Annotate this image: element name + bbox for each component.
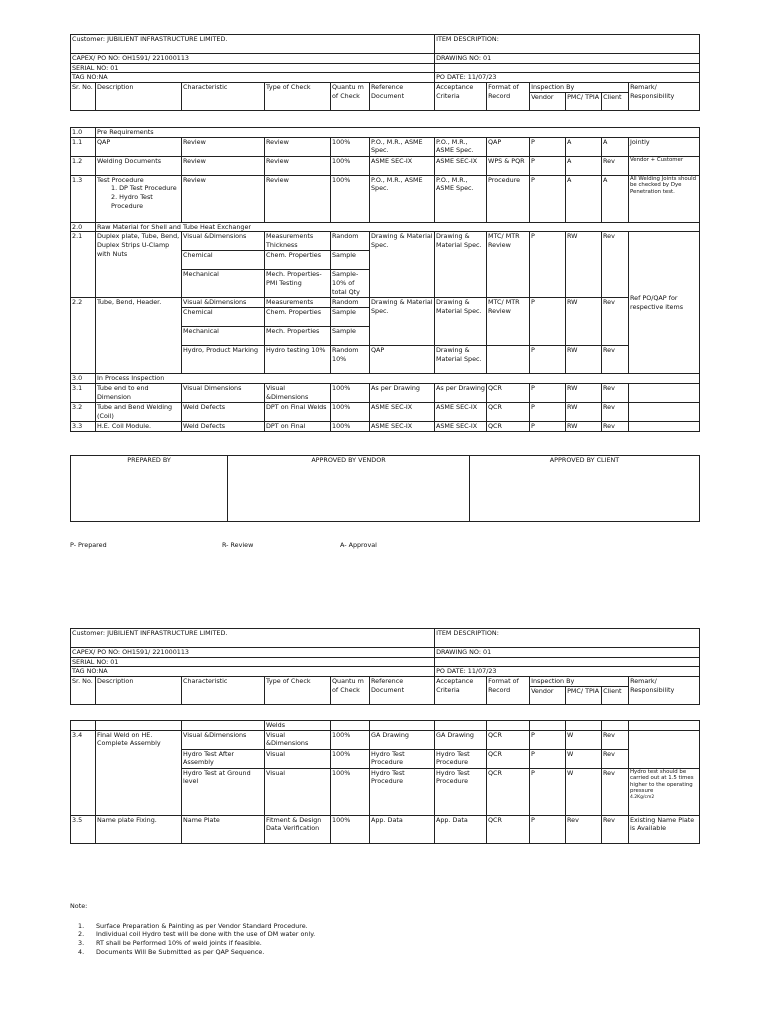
row-remark	[629, 383, 700, 402]
row-client: Rev	[602, 232, 629, 298]
table-row	[71, 128, 700, 138]
row-pmc: RW	[566, 402, 602, 421]
row-type: Fitment & Design Data Verification	[265, 815, 331, 843]
col-description: Description	[96, 676, 182, 704]
header-blank-cell	[435, 657, 700, 667]
row-sr: 1.2	[71, 156, 96, 175]
row-pmc: A	[566, 156, 602, 175]
row-description: Welding Documents	[96, 156, 182, 175]
capex-po-label: CAPEX/ PO NO: OH1591/ 221000113	[71, 54, 435, 64]
row-acceptance	[435, 721, 487, 731]
row-acceptance: ASME SEC-IX	[435, 402, 487, 421]
row-remark	[629, 402, 700, 421]
row-pmc: RW	[566, 346, 602, 374]
col-reference: Reference Document	[370, 676, 435, 704]
row-description: H.E. Coil Module.	[96, 421, 182, 431]
row-characteristic: Weld Defects	[182, 421, 265, 431]
row-type: Review	[265, 156, 331, 175]
row-characteristic: Weld Defects	[182, 402, 265, 421]
row-quantum: 100%	[331, 156, 370, 175]
col-characteristic: Characteristic	[182, 82, 265, 110]
row-reference: GA Drawing	[370, 730, 435, 749]
row-reference: P.O., M.R., ASME Spec.	[370, 175, 435, 222]
row-vendor: P	[530, 156, 566, 175]
row-acceptance: Drawing & Material Spec.	[435, 298, 487, 346]
row-vendor	[530, 721, 566, 731]
tag-no-label: TAG NO:NA	[71, 667, 435, 677]
row-sr: 2.0	[71, 222, 96, 232]
row-characteristic: Visual &Dimensions	[182, 730, 265, 749]
row-quantum: Sample	[331, 251, 370, 270]
row-description: Tube, Bend, Header.	[96, 298, 182, 374]
serial-no-label: SERIAL NO: 01	[71, 63, 435, 73]
row-type: Chem. Properties	[265, 251, 331, 270]
table-row	[71, 175, 700, 222]
note-number: 4.	[78, 947, 85, 956]
note-number: 3.	[78, 938, 85, 947]
note-text: Surface Preparation & Painting as per Vendor Standard Procedure.	[96, 921, 308, 930]
row-sr: 1.1	[71, 137, 96, 156]
row-format: QCR	[487, 730, 530, 749]
row-vendor: P	[530, 421, 566, 431]
row-vendor: P	[530, 346, 566, 374]
drawing-no-label: DRAWING NO: 01	[435, 648, 700, 658]
row-vendor: P	[530, 749, 566, 768]
row-quantum: Sample	[331, 327, 370, 346]
row-type: Measurements Thickness	[265, 232, 331, 251]
row-pmc: W	[566, 749, 602, 768]
row-type: Review	[265, 175, 331, 222]
row-type: Visual	[265, 749, 331, 768]
row-quantum: Random	[331, 232, 370, 251]
row-remark	[629, 730, 700, 768]
row-sr: 3.5	[71, 815, 96, 843]
po-date-label: PO DATE: 11/07/23	[435, 73, 700, 83]
row-vendor: P	[530, 815, 566, 843]
row-type: DPT on Final Welds	[265, 402, 331, 421]
row-type: Visual	[265, 768, 331, 815]
list-item	[70, 939, 670, 948]
header-blank-cell	[435, 63, 700, 73]
row-client: Rev	[602, 298, 629, 346]
row-reference: Drawing & Material Spec.	[370, 232, 435, 298]
section-title: Pre Requirements	[96, 128, 700, 138]
col-sr: Sr. No.	[71, 676, 96, 704]
approved-by-vendor-box: APPROVED BY VENDOR	[228, 456, 470, 522]
row-pmc: W	[566, 730, 602, 749]
row-sr: 2.1	[71, 232, 96, 298]
row-client: Rev	[602, 156, 629, 175]
row-pmc: A	[566, 137, 602, 156]
row-acceptance: Hydro Test Procedure	[435, 749, 487, 768]
table-row	[71, 402, 700, 421]
row-description: QAP	[96, 137, 182, 156]
row-remark	[629, 721, 700, 731]
row-type: Measurements	[265, 298, 331, 308]
row-quantum: 100%	[331, 768, 370, 815]
row-type: Visual &Dimensions	[265, 730, 331, 749]
col-vendor: Vendor	[530, 92, 566, 110]
list-item	[70, 930, 670, 939]
note-text: RT shall be Performed 10% of weld joints if feasible.	[96, 938, 262, 947]
page1-header-table	[70, 34, 700, 111]
col-acceptance: Acceptance Criteria	[435, 82, 487, 110]
col-reference: Reference Document	[370, 82, 435, 110]
table-row	[71, 721, 700, 731]
row-format: MTC/ MTR Review	[487, 298, 530, 346]
row-reference: ASME SEC-IX	[370, 402, 435, 421]
col-remark: Remark/ Responsibility	[629, 676, 700, 704]
table-row	[71, 156, 700, 175]
row-sr: 2.2	[71, 298, 96, 374]
row-characteristic: Mechanical	[182, 327, 265, 346]
row-format: QCR	[487, 421, 530, 431]
row-vendor: P	[530, 175, 566, 222]
note-number: 1.	[78, 921, 85, 930]
row-type: Review	[265, 137, 331, 156]
row-vendor: P	[530, 402, 566, 421]
row-characteristic: Visual Dimensions	[182, 383, 265, 402]
col-client: Client	[602, 92, 629, 110]
row-format	[487, 721, 530, 731]
row-characteristic: Hydro, Product Marking	[182, 346, 265, 374]
row-quantum: 100%	[331, 175, 370, 222]
capex-po-label: CAPEX/ PO NO: OH1591/ 221000113	[71, 648, 435, 658]
row-acceptance: As per Drawing	[435, 383, 487, 402]
row-client: Rev	[602, 815, 629, 843]
tag-no-label: TAG NO:NA	[71, 73, 435, 83]
row-characteristic: Chemical	[182, 251, 265, 270]
drawing-no-label: DRAWING NO: 01	[435, 54, 700, 64]
row-type: DPT on Final	[265, 421, 331, 431]
table-row	[71, 232, 700, 251]
row-quantum	[331, 721, 370, 731]
col-quantum: Quantu m of Check	[331, 676, 370, 704]
row-reference: QAP	[370, 346, 435, 374]
procedure-item: 1. DP Test Procedure	[111, 184, 177, 193]
row-sr: 3.4	[71, 730, 96, 815]
row-quantum: 100%	[331, 137, 370, 156]
row-pmc: RW	[566, 232, 602, 298]
row-remark	[629, 421, 700, 431]
col-pmc: PMC/ TPIA	[566, 92, 602, 110]
row-quantum: 100%	[331, 402, 370, 421]
hydro-remark: Hydro test should be carried out at 1.5 times higher to the operating pressure	[630, 768, 694, 795]
row-type: Chem. Properties	[265, 308, 331, 327]
row-pmc: A	[566, 175, 602, 222]
table-row	[71, 137, 700, 156]
row-acceptance: GA Drawing	[435, 730, 487, 749]
row-client: Rev	[602, 730, 629, 749]
row-reference: As per Drawing	[370, 383, 435, 402]
table-row	[71, 383, 700, 402]
row-characteristic: Review	[182, 156, 265, 175]
table-row	[71, 222, 700, 232]
row-acceptance: Drawing & Material Spec.	[435, 232, 487, 298]
note-number: 2.	[78, 930, 85, 939]
row-acceptance: Hydro Test Procedure	[435, 768, 487, 815]
row-reference: App. Data	[370, 815, 435, 843]
approved-by-client-box: APPROVED BY CLIENT	[470, 456, 700, 522]
row-acceptance: Drawing & Material Spec.	[435, 346, 487, 374]
item-description-label: ITEM DESCRIPTION:	[435, 35, 700, 54]
row-reference: P.O., M.R., ASME Spec.	[370, 137, 435, 156]
row-quantum: Random 10%	[331, 346, 370, 374]
row-remark: Ref PO/QAP for respective items	[629, 232, 700, 374]
row-sr: 3.2	[71, 402, 96, 421]
row-remark: All Welding Joints should be checked by Dye Penetration test.	[629, 175, 700, 222]
row-description: Duplex plate, Tube, Bend, Duplex Strips U-Clamp with Nuts	[96, 232, 182, 298]
list-item	[70, 922, 670, 931]
row-format: QAP	[487, 137, 530, 156]
table-row	[71, 374, 700, 384]
row-sr: 1.0	[71, 128, 96, 138]
row-reference: ASME SEC-IX	[370, 421, 435, 431]
row-sr: 3.3	[71, 421, 96, 431]
col-format: Format of Record	[487, 82, 530, 110]
pressure-value: 4.2Kg/cm2	[630, 794, 655, 800]
row-description: Name plate Fixing.	[96, 815, 182, 843]
customer-label: Customer: JUBILIENT INFRASTRUCTURE LIMITED.	[71, 629, 435, 648]
row-quantum: 100%	[331, 383, 370, 402]
col-client: Client	[602, 686, 629, 704]
row-format	[487, 346, 530, 374]
col-remark: Remark/ Responsibility	[629, 82, 700, 110]
row-reference: Hydro Test Procedure	[370, 768, 435, 815]
col-acceptance: Acceptance Criteria	[435, 676, 487, 704]
col-quantum: Quantu m of Check	[331, 82, 370, 110]
row-format: QCR	[487, 768, 530, 815]
list-item	[70, 948, 670, 957]
col-inspection-by: Inspection By	[530, 676, 629, 686]
procedure-item: 2. Hydro Test Procedure	[111, 192, 153, 210]
row-quantum: 100%	[331, 730, 370, 749]
row-type: Mech. Properties-PMI Testing	[265, 270, 331, 298]
prepared-by-box: PREPARED BY	[71, 456, 228, 522]
row-vendor: P	[530, 768, 566, 815]
row-client: Rev	[602, 402, 629, 421]
procedure-title: Test Procedure	[97, 175, 144, 184]
col-inspection-by: Inspection By	[530, 82, 629, 92]
row-remark: Vendor + Customer	[629, 156, 700, 175]
legend-approval: A- Approval	[340, 541, 377, 549]
row-reference: ASME SEC-IX	[370, 156, 435, 175]
item-description-label: ITEM DESCRIPTION:	[435, 629, 700, 648]
row-format: QCR	[487, 383, 530, 402]
row-remark: Existing Name Plate is Available	[629, 815, 700, 843]
row-vendor: P	[530, 298, 566, 346]
row-quantum: 100%	[331, 421, 370, 431]
row-quantum: Sample	[331, 308, 370, 327]
page2-header-table	[70, 628, 700, 705]
row-client: Rev	[602, 421, 629, 431]
row-reference: Drawing & Material Spec.	[370, 298, 435, 346]
row-sr: 1.3	[71, 175, 96, 222]
legend-prepared: P- Prepared	[70, 541, 107, 549]
row-sr	[71, 721, 96, 731]
notes-title: Note:	[70, 902, 88, 910]
serial-no-label: SERIAL NO: 01	[71, 657, 435, 667]
row-characteristic: Review	[182, 175, 265, 222]
section-title: In Process Inspection	[96, 374, 700, 384]
row-format: QCR	[487, 815, 530, 843]
row-quantum: 100%	[331, 749, 370, 768]
row-characteristic: Visual &Dimensions	[182, 298, 265, 308]
row-format: QCR	[487, 749, 530, 768]
row-vendor: P	[530, 137, 566, 156]
row-type: Hydro testing 10%	[265, 346, 331, 374]
page1-body-table	[70, 127, 700, 432]
row-remark	[629, 768, 700, 815]
row-pmc: W	[566, 768, 602, 815]
row-characteristic: Review	[182, 137, 265, 156]
col-vendor: Vendor	[530, 686, 566, 704]
row-characteristic: Hydro Test After Assembly	[182, 749, 265, 768]
section-title: Raw Material for Shell and Tube Heat Exchanger	[96, 222, 700, 232]
row-client	[602, 721, 629, 731]
row-client: A	[602, 137, 629, 156]
row-acceptance: App. Data	[435, 815, 487, 843]
po-date-label: PO DATE: 11/07/23	[435, 667, 700, 677]
row-characteristic: Name Plate	[182, 815, 265, 843]
row-vendor: P	[530, 232, 566, 298]
row-type: Mech. Properties	[265, 327, 331, 346]
row-format: Procedure	[487, 175, 530, 222]
row-reference: Hydro Test Procedure	[370, 749, 435, 768]
row-client: Rev	[602, 383, 629, 402]
row-client: Rev	[602, 346, 629, 374]
col-format: Format of Record	[487, 676, 530, 704]
row-acceptance: ASME SEC-IX	[435, 156, 487, 175]
row-characteristic: Visual &Dimensions	[182, 232, 265, 251]
row-vendor: P	[530, 383, 566, 402]
note-text: Individual coil Hydro test will be done with the use of DM water only.	[96, 930, 316, 939]
page2-body-table	[70, 720, 700, 844]
row-format: MTC/ MTR Review	[487, 232, 530, 298]
col-characteristic: Characteristic	[182, 676, 265, 704]
row-quantum: 100%	[331, 815, 370, 843]
row-description	[96, 175, 182, 222]
table-row	[71, 421, 700, 431]
row-client: A	[602, 175, 629, 222]
row-description: Tube and Bend Welding (Coil)	[96, 402, 182, 421]
row-client: Rev	[602, 749, 629, 768]
row-quantum: Sample-10% of total Qty	[331, 270, 370, 298]
row-description: Tube end to end Dimension	[96, 383, 182, 402]
row-quantum: Random	[331, 298, 370, 308]
row-acceptance: P.O., M.R., ASME Spec.	[435, 137, 487, 156]
notes-section	[70, 902, 670, 956]
row-type: Welds	[265, 721, 331, 731]
row-acceptance: P.O., M.R., ASME Spec.	[435, 175, 487, 222]
col-sr: Sr. No.	[71, 82, 96, 110]
col-type-of-check: Type of Check	[265, 676, 331, 704]
row-pmc: RW	[566, 421, 602, 431]
col-description: Description	[96, 82, 182, 110]
signature-table	[70, 455, 700, 522]
row-format: QCR	[487, 402, 530, 421]
row-acceptance: ASME SEC-IX	[435, 421, 487, 431]
row-pmc: RW	[566, 383, 602, 402]
row-type: Visual &Dimensions	[265, 383, 331, 402]
row-remark: Jointly	[629, 137, 700, 156]
col-pmc: PMC/ TPIA	[566, 686, 602, 704]
row-description	[96, 721, 182, 731]
row-characteristic	[182, 721, 265, 731]
row-vendor: P	[530, 730, 566, 749]
table-row	[71, 815, 700, 843]
row-pmc	[566, 721, 602, 731]
row-sr: 3.1	[71, 383, 96, 402]
table-row	[71, 730, 700, 749]
row-characteristic: Hydro Test at Ground level	[182, 768, 265, 815]
row-sr: 3.0	[71, 374, 96, 384]
row-reference	[370, 721, 435, 731]
row-client: Rev	[602, 768, 629, 815]
row-pmc: RW	[566, 298, 602, 346]
row-characteristic: Mechanical	[182, 270, 265, 298]
row-characteristic: Chemical	[182, 308, 265, 327]
row-format: WPS & PQR	[487, 156, 530, 175]
customer-label: Customer: JUBILIENT INFRASTRUCTURE LIMITED.	[71, 35, 435, 54]
col-type-of-check: Type of Check	[265, 82, 331, 110]
note-text: Documents Will Be Submitted as per QAP Sequence.	[96, 947, 265, 956]
row-pmc: Rev	[566, 815, 602, 843]
legend-review: R- Review	[222, 541, 254, 549]
row-description: Final Weld on HE. Complete Assembly	[96, 730, 182, 815]
table-row	[71, 298, 700, 308]
